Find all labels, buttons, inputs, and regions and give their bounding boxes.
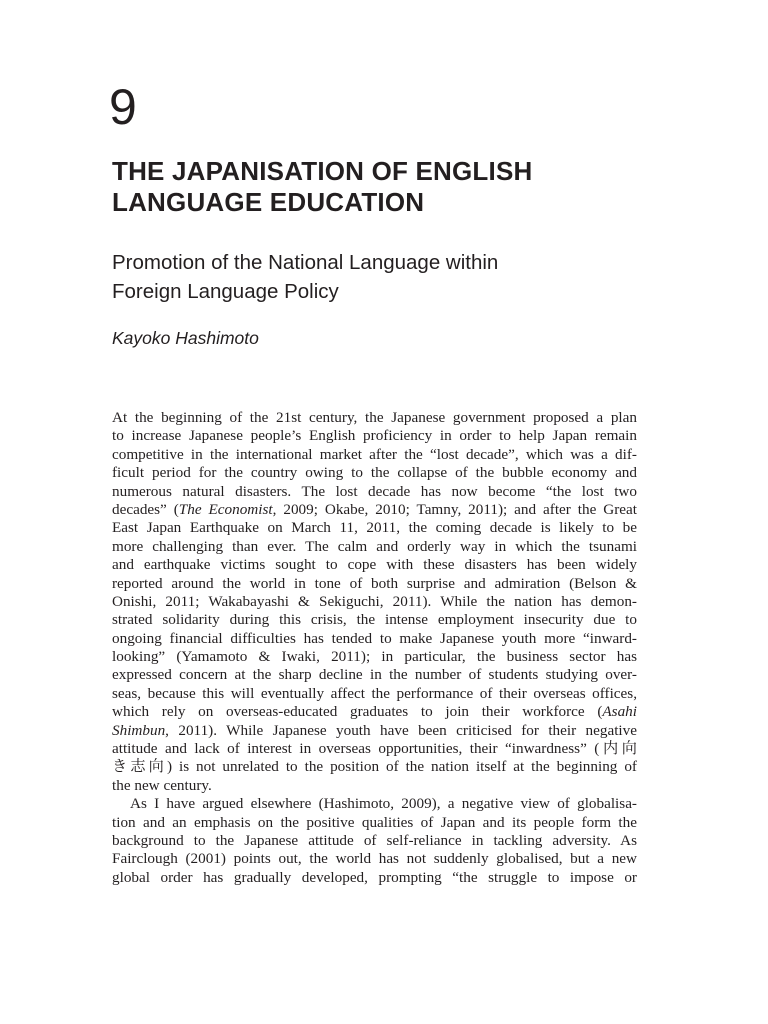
- chapter-number: 9: [109, 79, 137, 135]
- text-line: attitude and lack of interest in overseas opportunities, their “inwardness” (内向: [112, 740, 637, 758]
- text-line: Fairclough (2001) points out, the world has not suddenly globalised, but a new: [112, 850, 637, 868]
- text-line: ongoing financial difficulties has tended to make Japanese youth more “inward-: [112, 629, 637, 647]
- text-line: reported around the world in tone of both surprise and admiration (Belson &: [112, 574, 637, 592]
- text-line: き志向) is not unrelated to the position of the nation itself at the beginning of: [112, 758, 637, 776]
- chapter-subtitle-line: Foreign Language Policy: [112, 280, 339, 303]
- text-line: East Japan Earthquake on March 11, 2011, the coming decade is likely to be: [112, 519, 637, 537]
- text-line: competitive in the international market after the “lost decade”, which was a dif-: [112, 445, 637, 463]
- citation-title: Asahi: [602, 703, 637, 721]
- text-line: seas, because this will eventually affect the performance of their overseas offices,: [112, 684, 637, 702]
- text-line: ficult period for the country owing to the collapse of the bubble economy and: [112, 464, 637, 482]
- text-line: Shimbun, 2011). While Japanese youth have been criticised for their negative: [112, 721, 637, 739]
- text-line: global order has gradually developed, prompting “the struggle to impose or: [112, 868, 637, 886]
- text-line: background to the Japanese attitude of self-reliance in tackling adversity. As: [112, 831, 637, 849]
- text-line: which rely on overseas-educated graduates to join their workforce (Asahi: [112, 703, 637, 721]
- text-line: At the beginning of the 21st century, the Japanese government proposed a plan: [112, 409, 637, 426]
- text-line: Onishi, 2011; Wakabayashi & Sekiguchi, 2011). While the nation has demon-: [112, 592, 637, 610]
- text-line: to increase Japanese people’s English proficiency in order to help Japan remain: [112, 427, 637, 445]
- chapter-title: [112, 156, 712, 218]
- text-line: numerous natural disasters. The lost decade has now become “the lost two: [112, 482, 637, 500]
- text-line: decades” (The Economist, 2009; Okabe, 2010; Tamny, 2011); and after the Great: [112, 500, 637, 518]
- chapter-title-line: LANGUAGE EDUCATION: [112, 187, 425, 217]
- author-name: Kayoko Hashimoto: [112, 328, 259, 348]
- citation-title: The Economist: [178, 500, 273, 518]
- paragraph-2: [112, 795, 637, 887]
- chapter-subtitle: [112, 248, 712, 306]
- text-line: the new century.: [112, 776, 212, 794]
- paragraph-1: [112, 409, 637, 795]
- text-line: strated solidarity during this crisis, the intense employment insecurity due to: [112, 611, 637, 629]
- chapter-title-line: THE JAPANISATION OF ENGLISH: [112, 156, 533, 186]
- text-line: more challenging than ever. The calm and orderly way in which the tsunami: [112, 537, 637, 555]
- citation-title: Shimbun: [112, 721, 166, 739]
- text-line: and earthquake victims sought to cope with these disasters has been widely: [112, 556, 637, 574]
- chapter-subtitle-line: Promotion of the National Language within: [112, 251, 499, 274]
- body-text: [112, 409, 637, 887]
- text-line: looking” (Yamamoto & Iwaki, 2011); in particular, the business sector has: [112, 648, 637, 666]
- text-line: expressed concern at the sharp decline in the number of students studying over-: [112, 666, 637, 684]
- text-line: tion and an emphasis on the positive qualities of Japan and its people form the: [112, 813, 637, 831]
- text-line: As I have argued elsewhere (Hashimoto, 2009), a negative view of globalisa-: [130, 795, 637, 813]
